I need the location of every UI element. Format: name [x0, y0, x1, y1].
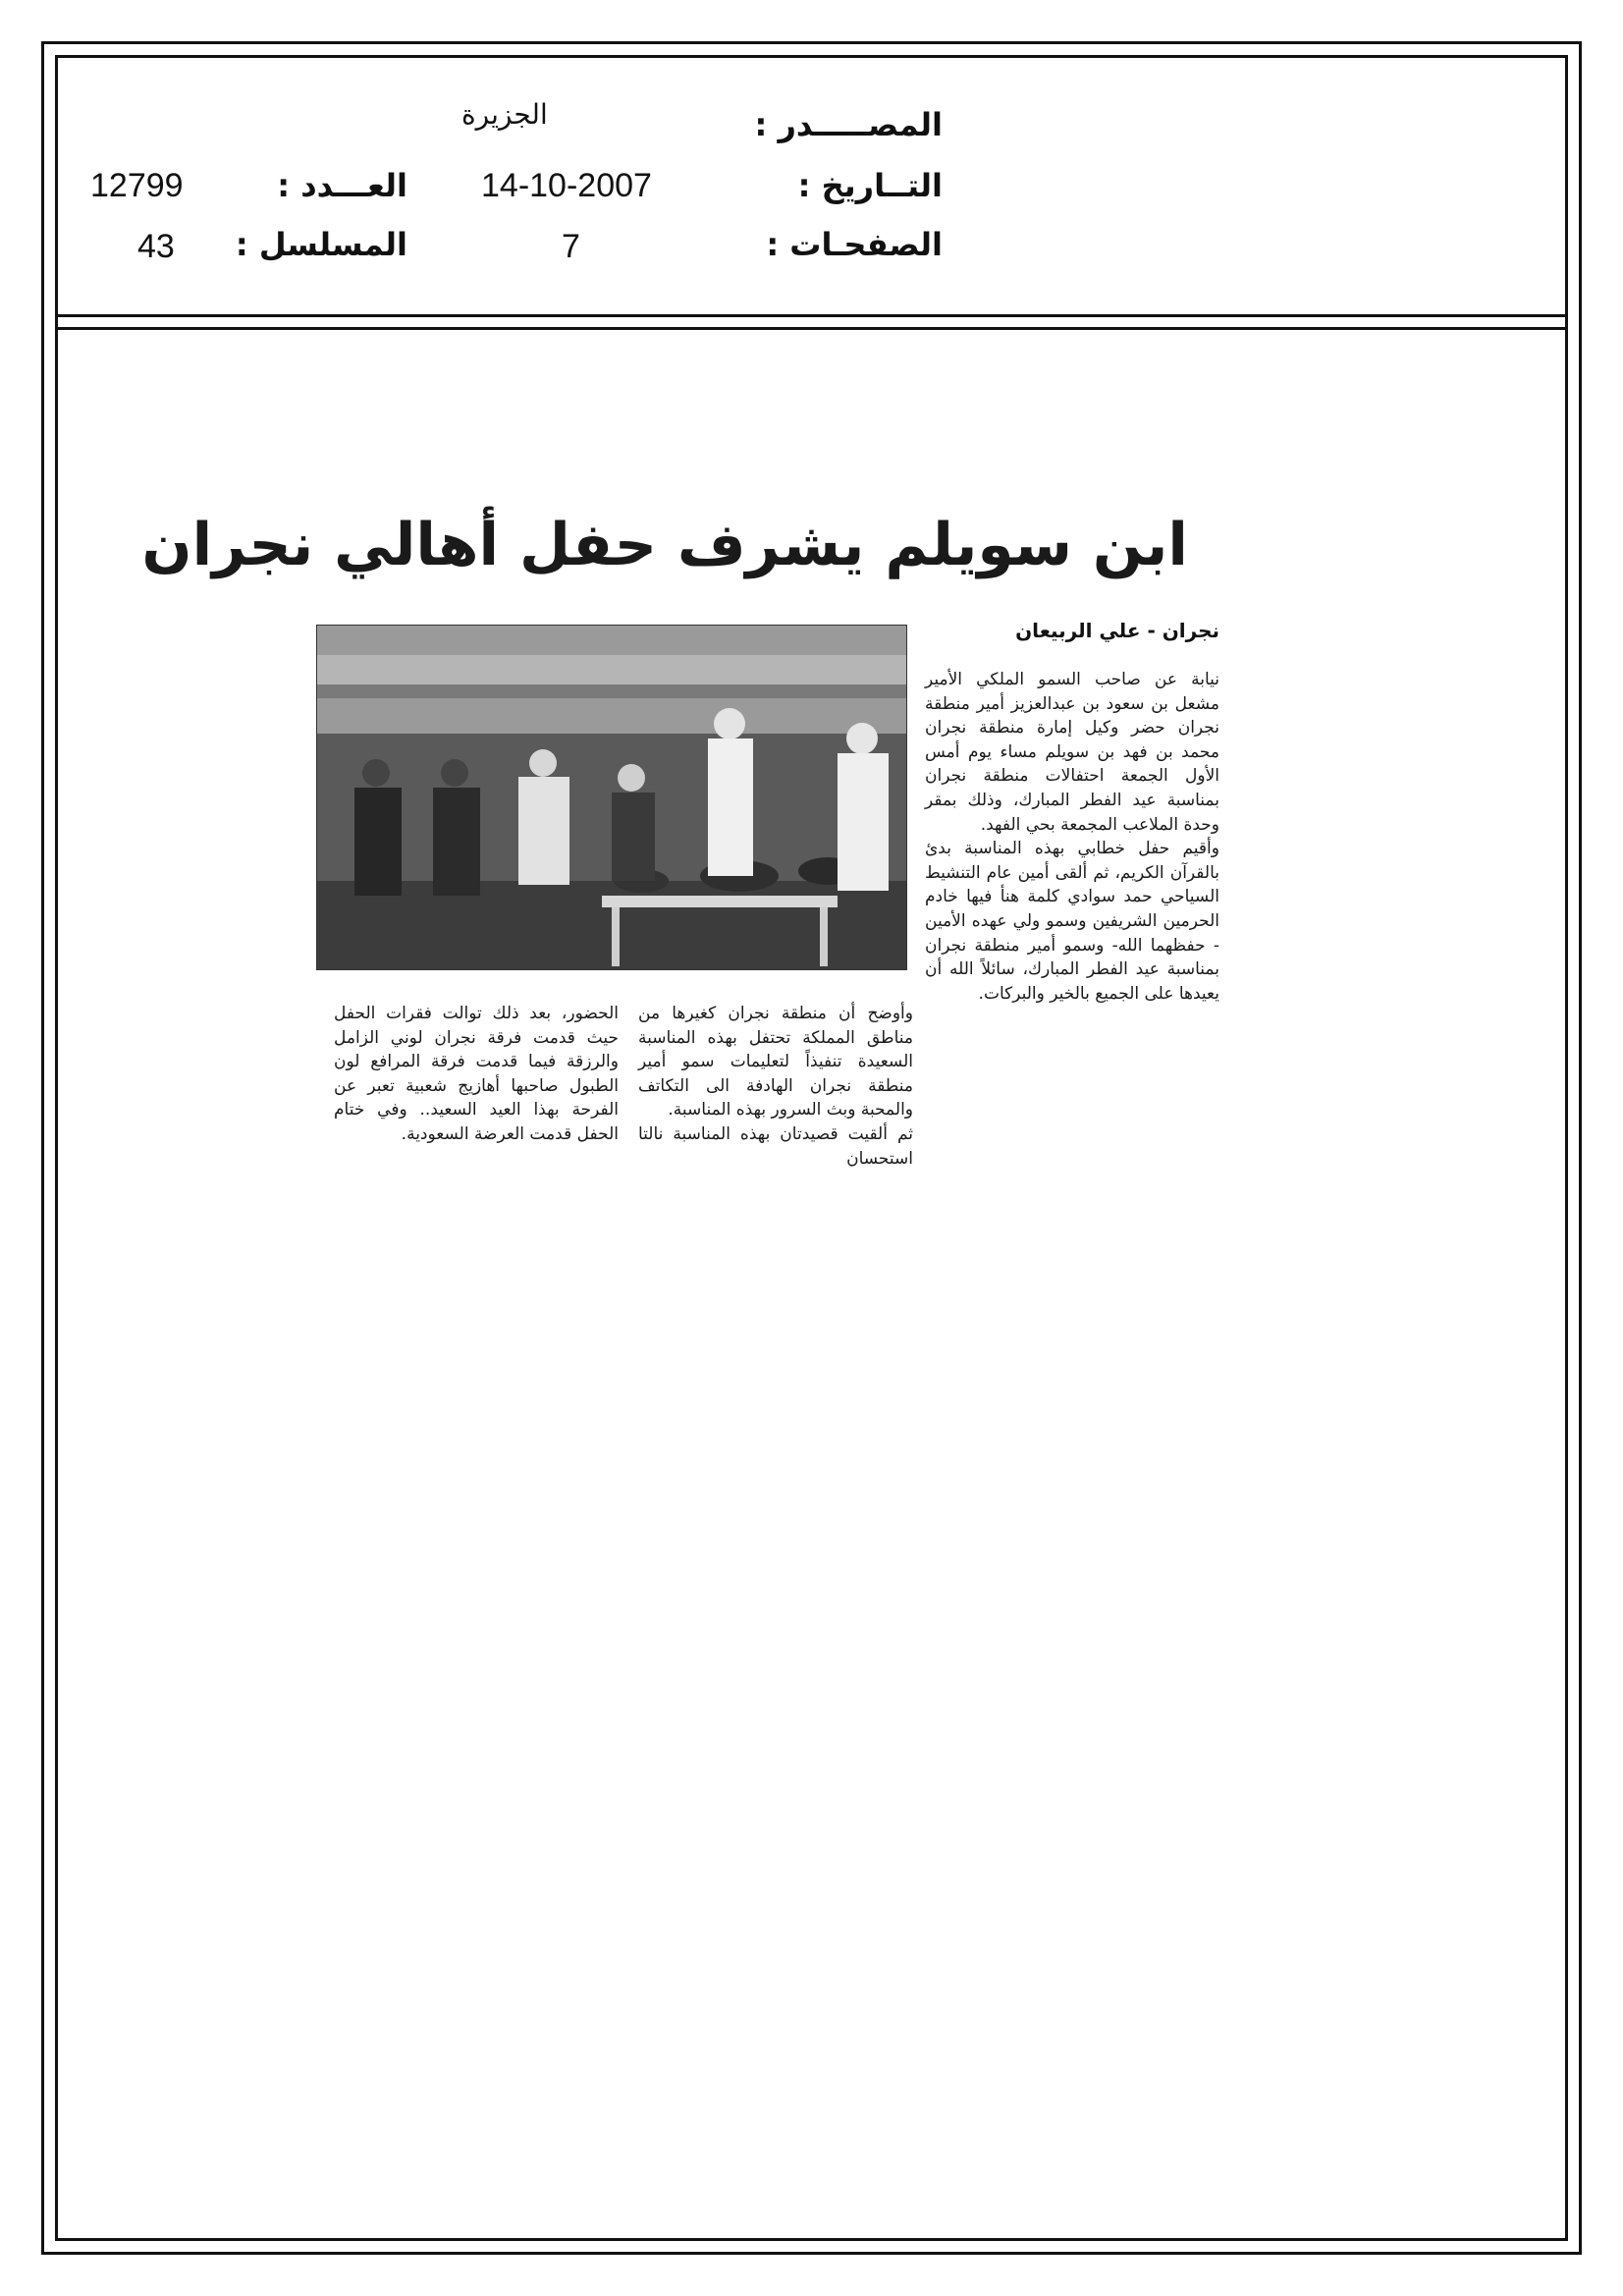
article-byline: نجران - علي الربيعان [1015, 619, 1219, 642]
article-column-3 [334, 1002, 619, 1147]
date-label: التــاريخ : [797, 167, 943, 204]
issue-value: 12799 [90, 167, 184, 204]
issue-label: العـــدد : [277, 167, 407, 204]
article-column-1 [925, 668, 1219, 1006]
col2-paragraph-1: وأوضح أن منطقة نجران كغيرها من مناطق المملكة تحتفل بهذه المناسبة السعيدة تنفيذاً لتعليمات سمو أمير منطقة نجران الهادفة الى التكاتف والمحبة وبث السرور بهذه المناسبة. [638, 1004, 913, 1121]
date-value: 14-10-2007 [481, 167, 652, 204]
header-divider [55, 314, 1568, 317]
article-headline: ابن سويلم يشرف حفل أهالي نجران [141, 511, 1188, 579]
serial-value: 43 [137, 228, 175, 265]
source-label: المصـــــدر : [754, 106, 943, 143]
news-clipping [141, 491, 1227, 1277]
article-photo [316, 625, 907, 970]
col3-paragraph-1: الحضور، بعد ذلك توالت فقرات الحفل حيث قدمت فرقة نجران لوني الزامل والرزقة فيما قدمت فرقة المرافع لون الطبول صاحبها أهازيج شعبية تعبر عن الفرحة بهذا العيد السعيد.. وفي ختام الحفل قدمت العرضة السعودية. [334, 1004, 619, 1144]
col1-paragraph-2: وأقيم حفل خطابي بهذه المناسبة بدئ بالقرآن الكريم، ثم ألقى أمين عام التنشيط السياحي حمد سوادي كلمة هنأ فيها خادم الحرمين الشريفين وسمو ولي عهده الأمين - حفظهما الله- وسمو أمير منطقة نجران بمناسبة عيد الفطر المبارك، سائلاً الله أن يعيدها على الجميع بالخير والبركات. [925, 839, 1219, 1004]
pages-value: 7 [562, 228, 580, 265]
ceremony-photo-illustration [317, 626, 906, 969]
col2-paragraph-2: ثم ألقيت قصيدتان بهذه المناسبة نالتا استحسان [638, 1123, 913, 1169]
serial-label: المسلسل : [235, 226, 407, 263]
header-divider-double [55, 327, 1568, 330]
col1-paragraph-1: نيابة عن صاحب السمو الملكي الأمير مشعل بن سعود بن عبدالعزيز أمير منطقة نجران حضر وكيل إمارة منطقة نجران محمد بن فهد بن سويلم مساء يوم أمس الأول الجمعة احتفالات منطقة نجران بمناسبة عيد الفطر المبارك، وذلك بمقر وحدة الملاعب المجمعة بحي الفهد. [925, 670, 1219, 835]
source-value: الجزيرة [461, 98, 548, 131]
pages-label: الصفحـات : [766, 226, 943, 263]
article-column-2 [638, 1002, 913, 1171]
